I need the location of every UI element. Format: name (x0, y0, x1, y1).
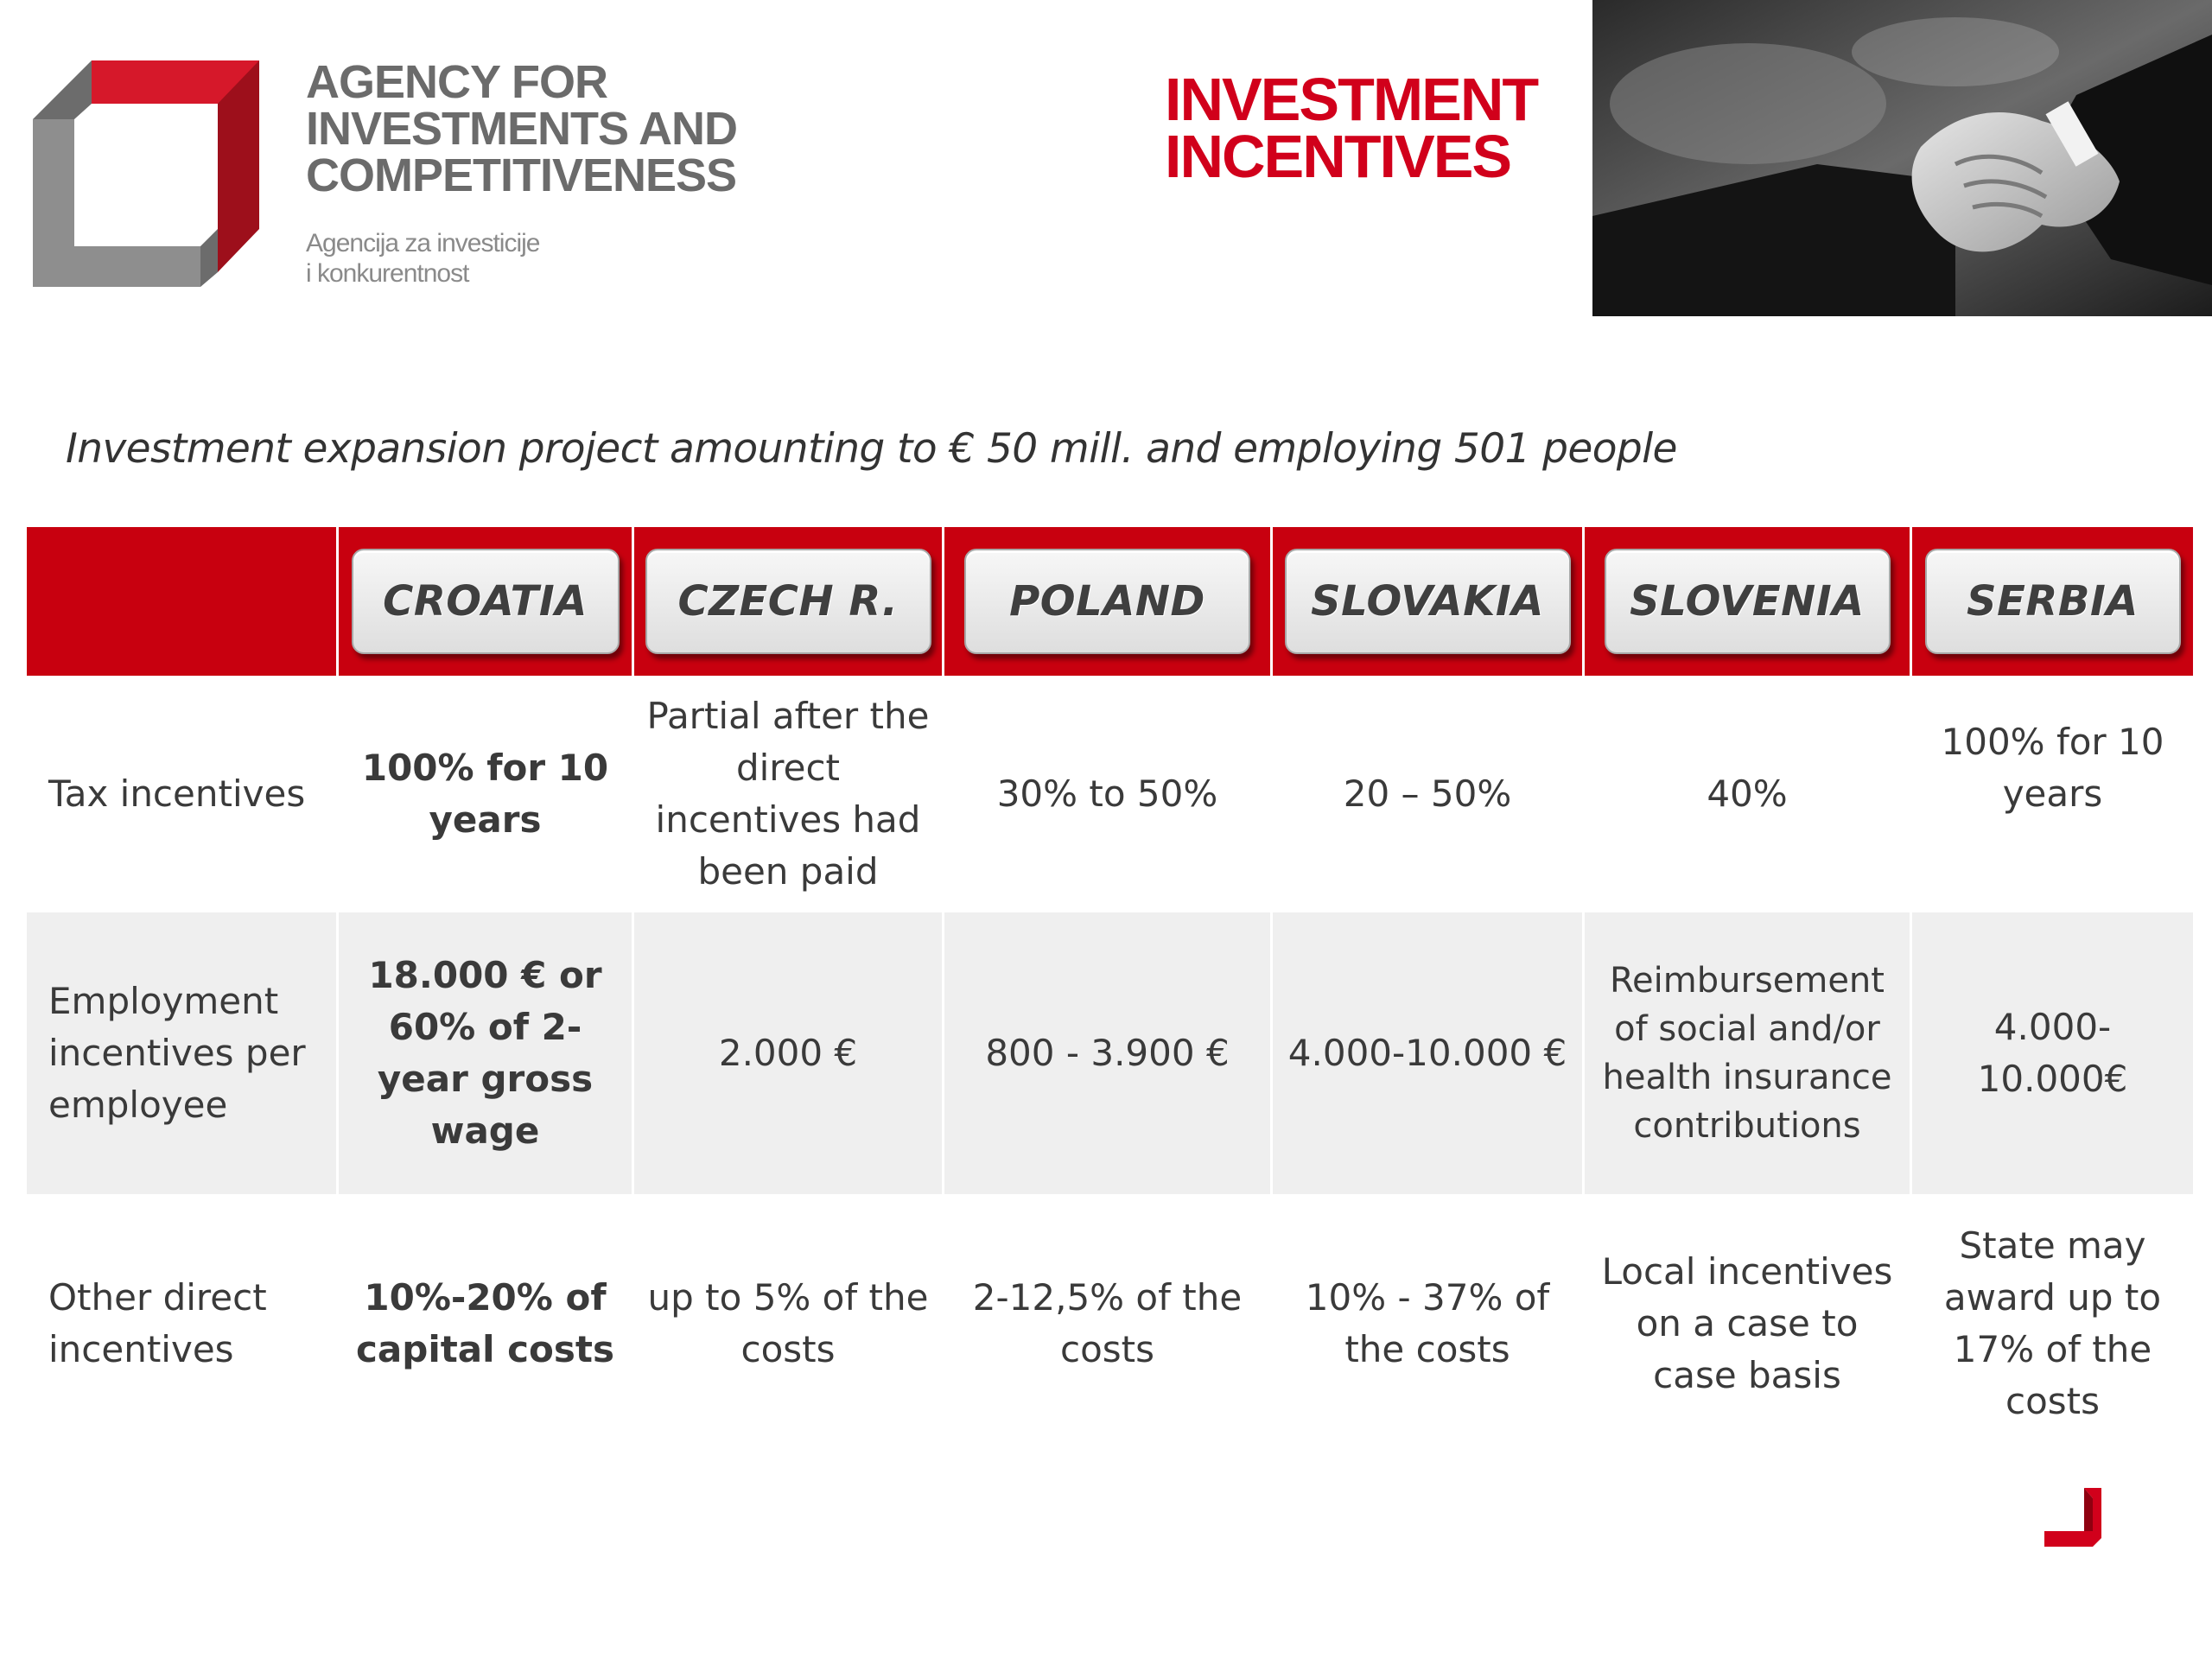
subtitle: Investment expansion project amounting to € 50 mill. and employing 501 people (66, 425, 1677, 473)
country-header-croatia: CROATIA (352, 549, 620, 654)
table-cell: up to 5% of the costs (632, 1194, 942, 1453)
table-cell: 4.000-10.000€ (1910, 912, 2193, 1194)
table-row (27, 912, 2193, 1194)
row-label-employment: Employment incentives per employee (48, 980, 306, 1126)
header-cell (1582, 527, 1910, 676)
header-empty-cell (27, 527, 336, 676)
row-label-other: Other direct incentives (48, 1276, 267, 1370)
agency-name-line: COMPETITIVENESS (306, 149, 737, 201)
header-cell (942, 527, 1270, 676)
table-cell: 10% - 37% of the costs (1270, 1194, 1582, 1453)
incentives-table (27, 527, 2193, 1453)
table-cell: 100% for 10 years (1910, 676, 2193, 912)
table-cell: Reimbursement of social and/or health insurance contributions (1582, 912, 1910, 1194)
table-row (27, 676, 2193, 912)
table-cell: Partial after the direct incentives had been paid (632, 676, 942, 912)
table-cell: 4.000-10.000 € (1270, 912, 1582, 1194)
handshake-photo (1592, 0, 2212, 316)
header-cell (1270, 527, 1582, 676)
agency-name-line: AGENCY FOR (306, 56, 608, 108)
agency-logo-mark-icon (33, 60, 266, 287)
page-title-line: INCENTIVES (1165, 123, 1511, 190)
corner-bracket-icon (2044, 1488, 2101, 1547)
country-header-serbia: SERBIA (1925, 549, 2181, 654)
agency-logo-text (306, 56, 738, 289)
page-title-line: INVESTMENT (1165, 66, 1538, 133)
table-cell: 18.000 € or 60% of 2-year gross wage (336, 912, 632, 1194)
table-cell: 2.000 € (632, 912, 942, 1194)
table-cell: 800 - 3.900 € (942, 912, 1270, 1194)
page-title (1165, 66, 1538, 190)
agency-name-line: INVESTMENTS AND (306, 103, 738, 155)
table-cell: 30% to 50% (942, 676, 1270, 912)
table-cell: 100% for 10 years (336, 676, 632, 912)
header-cell (1910, 527, 2193, 676)
table-row (27, 1194, 2193, 1453)
country-header-poland: POLAND (964, 549, 1250, 654)
header-cell (632, 527, 942, 676)
table-cell: State may award up to 17% of the costs (1910, 1194, 2193, 1453)
country-header-slovenia: SLOVENIA (1605, 549, 1891, 654)
table-cell: Local incentives on a case to case basis (1582, 1194, 1910, 1453)
table-header-row (27, 527, 2193, 676)
table-cell: 2-12,5% of the costs (942, 1194, 1270, 1453)
table-cell: 40% (1582, 676, 1910, 912)
row-label-tax: Tax incentives (48, 772, 306, 815)
country-header-slovakia: SLOVAKIA (1285, 549, 1571, 654)
header-cell (336, 527, 632, 676)
table-cell: 10%-20% of capital costs (336, 1194, 632, 1453)
agency-local-name: Agencija za investicije i konkurentnost (306, 229, 540, 288)
table-cell: 20 – 50% (1270, 676, 1582, 912)
country-header-czech: CZECH R. (645, 549, 931, 654)
